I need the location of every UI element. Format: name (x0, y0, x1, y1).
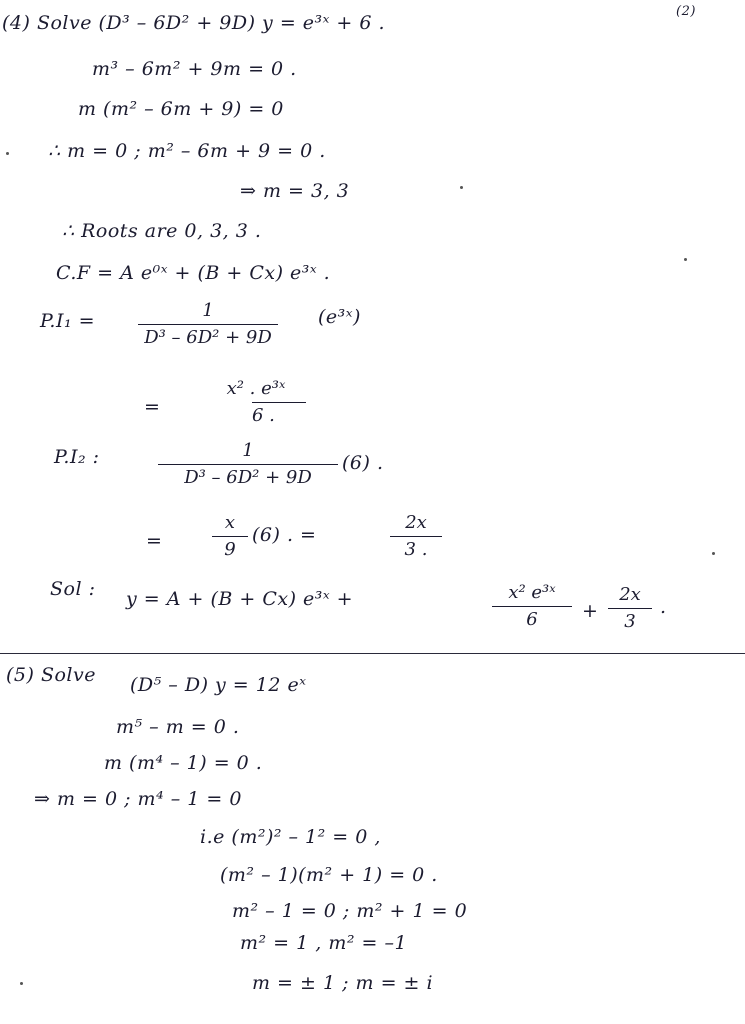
problem5-cases-3: m = ± 1 ; m = ± i (252, 972, 434, 994)
problem5-cases: m² – 1 = 0 ; m² + 1 = 0 (232, 900, 468, 922)
problem5-equation: (D⁵ – D) y = 12 eˣ (130, 674, 307, 696)
problem4-complementary-function: C.F = A e⁰ˣ + (B + Cx) e³ˣ . (56, 262, 331, 284)
problem4-heading: (4) Solve (D³ – 6D² + 9D) y = e³ˣ + 6 . (2, 12, 386, 34)
problem4-pi2-denominator: D³ – 6D² + 9D (184, 467, 312, 488)
problem4-pi1-result (196, 378, 316, 427)
problem4-pi1-argument: (e³ˣ) (318, 306, 361, 328)
problem5-ie-step: i.e (m²)² – 1² = 0 , (200, 826, 381, 848)
problem5-auxiliary-equation: m⁵ – m = 0 . (116, 716, 240, 738)
fraction-bar (252, 402, 306, 403)
problem4-solution-frac2-denominator: 3 (624, 611, 636, 632)
problem4-solution-frac1-numerator: x² e³ˣ (508, 582, 556, 603)
problem4-pi1-numerator: 1 (202, 300, 214, 321)
problem4-solution-frac1-denominator: 6 (526, 609, 538, 630)
problem4-pi2-result-numerator: 2x (405, 512, 427, 533)
problem4-pi2-fraction (158, 440, 338, 489)
problem4-pi2-middle: (6) . = (252, 524, 317, 546)
problem4-pi2-result (390, 512, 442, 561)
problem4-solution-end: . (660, 596, 667, 618)
problem4-double-root: ⇒ m = 3, 3 (240, 180, 350, 202)
problem4-pi1-fraction (138, 300, 278, 349)
scan-speck (460, 186, 463, 189)
scan-speck (6, 152, 9, 155)
problem4-pi1-result-denominator: 6 . (252, 405, 275, 426)
scan-speck (684, 258, 687, 261)
problem4-pi2-fraction-x-over-9 (212, 512, 248, 561)
problem4-pi2-numerator: 1 (242, 440, 254, 461)
problem4-pi1-result-numerator: x² . e³ˣ (226, 378, 286, 399)
fraction-bar (608, 608, 652, 609)
page-number-marker: (2) (676, 4, 696, 19)
problem4-solution-fraction-1 (492, 582, 572, 631)
problem4-solution-fraction-2 (608, 584, 652, 633)
problem4-solution-frac2-numerator: 2x (619, 584, 641, 605)
fraction-bar (138, 324, 278, 325)
problem4-pi2-equals: = (146, 530, 163, 552)
problem4-solution-label: Sol : (50, 578, 96, 600)
problem5-heading: (5) Solve (6, 664, 96, 686)
problem4-pi2-frac-denominator: 9 (224, 539, 236, 560)
fraction-bar (390, 536, 442, 537)
problem4-factored-equation: m (m² – 6m + 9) = 0 (78, 98, 284, 120)
fraction-bar (492, 606, 572, 607)
problem4-pi1-result-equals: = (144, 396, 161, 418)
problem4-pi2-argument: (6) . (342, 452, 384, 474)
problem4-solution-expression: y = A + (B + Cx) e³ˣ + (126, 588, 354, 610)
section-divider (0, 653, 745, 654)
fraction-bar (212, 536, 248, 537)
scan-speck (712, 552, 715, 555)
problem4-roots-split: ∴ m = 0 ; m² – 6m + 9 = 0 . (48, 140, 326, 162)
problem5-cases-2: m² = 1 , m² = –1 (240, 932, 408, 954)
problem4-pi2-label: P.I₂ : (54, 446, 100, 468)
problem4-roots-statement: ∴ Roots are 0, 3, 3 . (62, 220, 262, 242)
scan-speck (20, 982, 23, 985)
problem4-auxiliary-equation: m³ – 6m² + 9m = 0 . (92, 58, 297, 80)
problem5-factor-step: (m² – 1)(m² + 1) = 0 . (220, 864, 438, 886)
problem4-pi1-label: P.I₁ = (40, 310, 96, 332)
problem4-pi1-denominator: D³ – 6D² + 9D (144, 327, 272, 348)
fraction-bar (158, 464, 338, 465)
problem4-pi2-frac-numerator: x (224, 512, 236, 533)
problem5-split: ⇒ m = 0 ; m⁴ – 1 = 0 (34, 788, 242, 810)
problem5-factored-equation: m (m⁴ – 1) = 0 . (104, 752, 263, 774)
problem4-pi2-result-denominator: 3 . (404, 539, 428, 560)
problem4-solution-plus: + (582, 600, 599, 622)
